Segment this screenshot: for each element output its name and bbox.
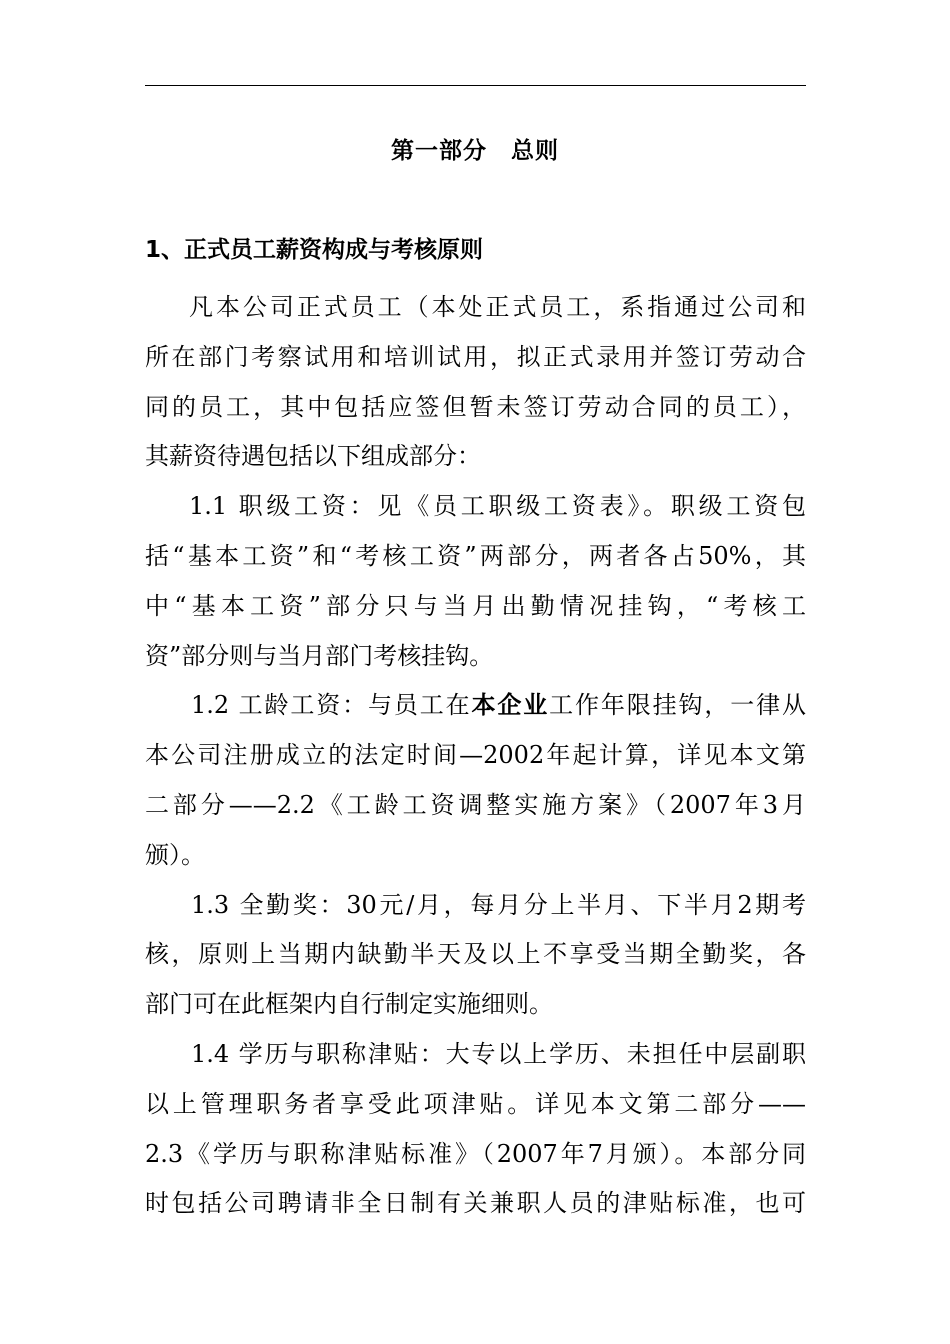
item-1-2-line: 本公司注册成立的法定时间—2002年起计算，详见本文第	[145, 741, 806, 770]
body-text	[145, 283, 806, 1229]
item-1-3-line: 部门可在此框架内自行制定实施细则。	[145, 990, 553, 1019]
header-rule	[145, 85, 806, 86]
item-1-2-text: 工作年限挂钩，一律从	[549, 691, 807, 720]
item-1-3-line: 核，原则上当期内缺勤半天及以上不享受当期全勤奖，各	[145, 940, 806, 969]
item-1-2-text: 1.2 工龄工资：与员工在	[191, 691, 472, 720]
item-1-2-line: 颁）。	[145, 840, 205, 869]
intro-line: 同的员工，其中包括应签但暂未签订劳动合同的员工），	[145, 392, 806, 421]
item-1-4-line: 1.4 学历与职称津贴：大专以上学历、未担任中层副职	[191, 1039, 806, 1068]
item-1-3-line: 1.3 全勤奖：30元/月，每月分上半月、下半月2期考	[191, 890, 806, 919]
item-1-4-line: 时包括公司聘请非全日制有关兼职人员的津贴标准，也可	[145, 1189, 806, 1218]
intro-line: 凡本公司正式员工（本处正式员工，系指通过公司和	[189, 293, 806, 321]
item-1-1-line: 资”部分则与当月部门考核挂钩。	[145, 641, 494, 670]
item-1-2-line: 二部分——2.2《工龄工资调整实施方案》（2007年3月	[145, 790, 806, 819]
section-heading: 1、正式员工薪资构成与考核原则	[145, 237, 484, 263]
item-1-4-line: 以上管理职务者享受此项津贴。详见本文第二部分——	[145, 1089, 806, 1118]
item-1-4-line: 2.3《学历与职称津贴标准》（2007年7月颁）。本部分同	[145, 1139, 806, 1168]
item-1-2-line	[145, 681, 806, 731]
item-1-1-line: 中“基本工资”部分只与当月出勤情况挂钩，“考核工	[145, 591, 806, 620]
part-title: 第一部分 总则	[391, 138, 559, 164]
intro-line: 所在部门考察试用和培训试用，拟正式录用并签订劳动合	[145, 342, 806, 371]
intro-line: 其薪资待遇包括以下组成部分：	[145, 442, 481, 471]
item-1-1-line: 括“基本工资”和“考核工资”两部分，两者各占50%，其	[145, 541, 806, 570]
item-1-2-emphasis: 本企业	[471, 691, 550, 720]
item-1-1-line: 1.1 职级工资：见《员工职级工资表》。职级工资包	[189, 492, 806, 521]
